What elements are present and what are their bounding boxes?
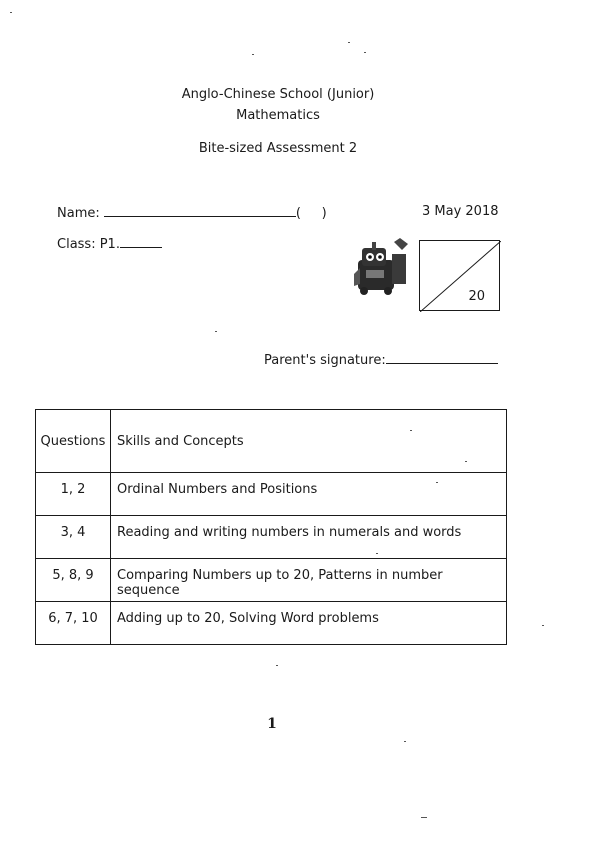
questions-header: Questions: [36, 410, 111, 473]
scan-speck: [276, 665, 278, 666]
school-name: Anglo-Chinese School (Junior): [181, 87, 375, 102]
parent-signature-field[interactable]: [386, 353, 498, 364]
skills-header: Skills and Concepts: [111, 410, 507, 473]
scan-speck: [364, 52, 366, 53]
parent-signature-label: Parent's signature:: [264, 353, 386, 368]
row-questions: 5, 8, 9: [36, 559, 111, 602]
row-skill: Ordinal Numbers and Positions: [111, 473, 507, 516]
name-field[interactable]: [104, 204, 296, 217]
assessment-title: Bite-sized Assessment 2: [198, 141, 358, 156]
scan-speck: [348, 42, 350, 43]
parent-signature-row: [264, 353, 498, 368]
row-questions: 1, 2: [36, 473, 111, 516]
table-row: [36, 602, 507, 645]
name-label: Name:: [57, 206, 100, 221]
scan-speck: [252, 54, 254, 55]
table-row: [36, 559, 507, 602]
assessment-date: 3 May 2018: [422, 204, 499, 219]
row-skill: Comparing Numbers up to 20, Patterns in number sequence: [111, 559, 507, 602]
class-row: [57, 237, 162, 252]
scan-speck: [404, 741, 406, 742]
table-row: [36, 516, 507, 559]
skills-table: [35, 409, 507, 645]
table-header-row: [36, 410, 507, 473]
table-row: [36, 473, 507, 516]
scan-speck: [421, 817, 427, 818]
row-skill: Reading and writing numbers in numerals and words: [111, 516, 507, 559]
class-label: Class: P1.: [57, 237, 120, 252]
score-box: [419, 240, 500, 311]
class-field[interactable]: [120, 237, 162, 248]
scan-speck: [215, 331, 217, 332]
page-number: 1: [267, 716, 277, 732]
row-questions: 6, 7, 10: [36, 602, 111, 645]
row-questions: 3, 4: [36, 516, 111, 559]
scan-speck: [436, 482, 438, 483]
scan-speck: [410, 430, 412, 431]
subject-title: Mathematics: [236, 108, 320, 123]
score-total: 20: [468, 289, 485, 304]
robot-mascot-icon: [352, 234, 414, 296]
name-row: [57, 204, 327, 221]
scan-speck: [542, 625, 544, 626]
row-skill: Adding up to 20, Solving Word problems: [111, 602, 507, 645]
scan-speck: [376, 553, 378, 554]
index-brackets: ( ): [295, 206, 327, 221]
scan-speck: [465, 461, 467, 462]
scan-speck: [10, 12, 12, 13]
